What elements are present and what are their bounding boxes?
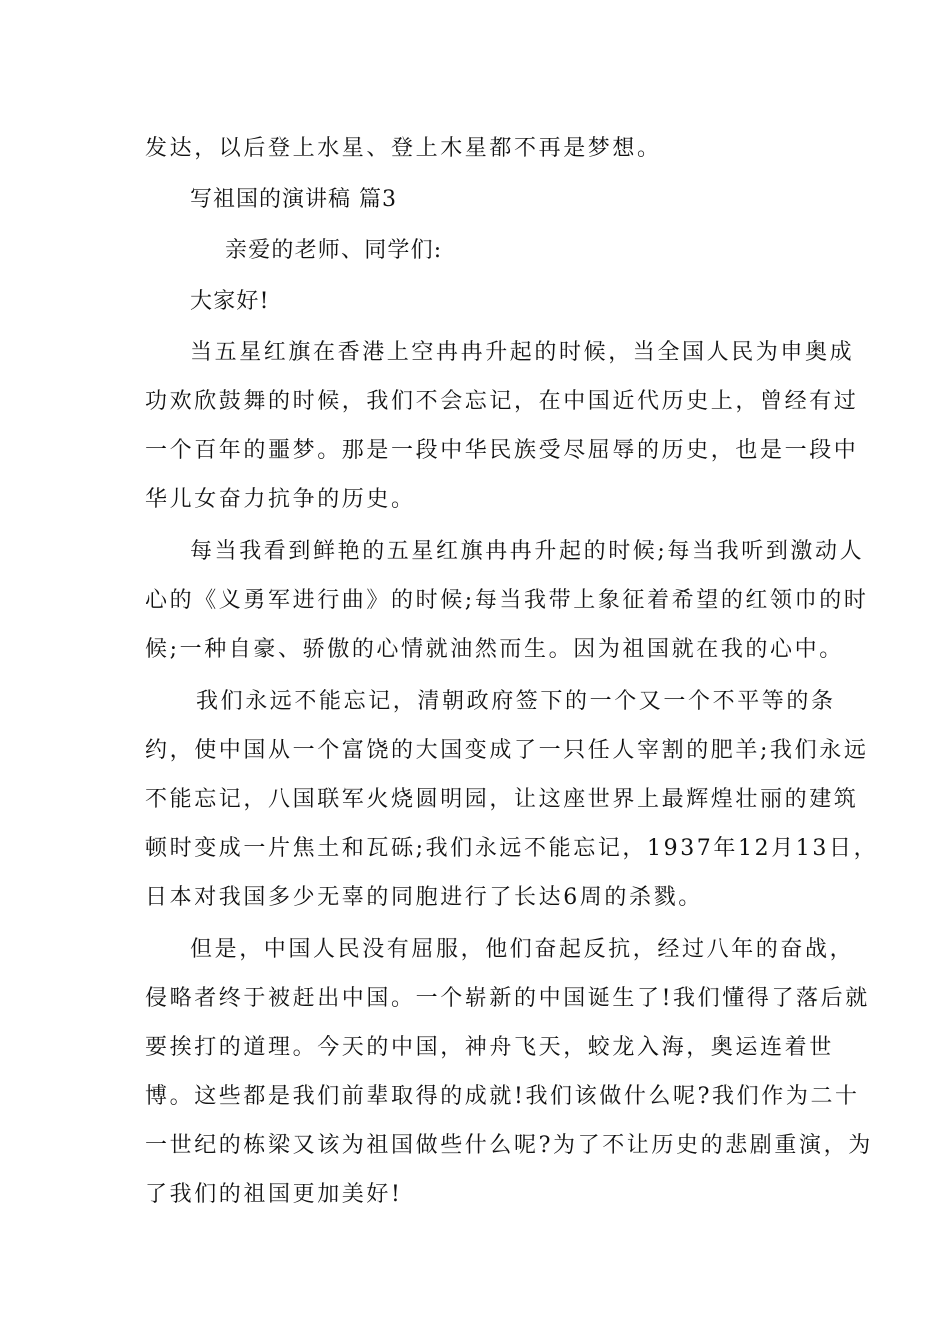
paragraph-4-line-4: 博。这些都是我们前辈取得的成就!我们该做什么呢?我们作为二十 [145,1084,860,1109]
paragraph-2-line-1: 每当我看到鲜艳的五星红旗冉冉升起的时候;每当我听到激动人 [190,539,865,564]
salutation: 亲爱的老师、同学们: [225,238,443,263]
paragraph-2-line-3: 候;一种自豪、骄傲的心情就油然而生。因为祖国就在我的心中。 [145,637,844,662]
paragraph-4-line-1: 但是，中国人民没有屈服，他们奋起反抗，经过八年的奋战， [190,937,855,962]
paragraph-3-line-2: 约，使中国从一个富饶的大国变成了一只任人宰割的肥羊;我们永远 [145,738,869,763]
paragraph-3-line-1: 我们永远不能忘记，清朝政府签下的一个又一个不平等的条 [196,689,836,714]
paragraph-3-line-4: 顿时变成一片焦土和瓦砾;我们永远不能忘记，1937年12月13日， [145,836,879,861]
section-heading: 写祖国的演讲稿 篇3 [190,187,397,212]
paragraph-1-line-2: 功欢欣鼓舞的时候，我们不会忘记，在中国近代历史上，曾经有过 [145,389,859,414]
paragraph-1-line-1: 当五星红旗在香港上空冉冉升起的时候，当全国人民为申奥成 [190,340,855,365]
paragraph-2-line-2: 心的《义勇军进行曲》的时候;每当我带上象征着希望的红领巾的时 [145,588,869,613]
paragraph-4-line-2: 侵略者终于被赶出中国。一个崭新的中国诞生了!我们懂得了落后就 [145,986,870,1011]
paragraph-4-line-5: 一世纪的栋梁又该为祖国做些什么呢?为了不让历史的悲剧重演，为 [145,1133,873,1158]
paragraph-3-line-5: 日本对我国多少无辜的同胞进行了长达6周的杀戮。 [145,885,703,910]
paragraph-3-line-3: 不能忘记，八国联军火烧圆明园，让这座世界上最辉煌壮丽的建筑 [145,787,859,812]
greeting: 大家好! [190,289,270,314]
paragraph-1-line-4: 华儿女奋力抗争的历史。 [145,487,416,512]
paragraph-1-line-3: 一个百年的噩梦。那是一段中华民族受尽屈辱的历史，也是一段中 [145,438,859,463]
paragraph-4-line-6: 了我们的祖国更加美好! [145,1182,403,1207]
text-line-continuation: 发达，以后登上水星、登上木星都不再是梦想。 [145,136,662,161]
paragraph-4-line-3: 要挨打的道理。今天的中国，神舟飞天，蛟龙入海，奥运连着世 [145,1035,834,1060]
